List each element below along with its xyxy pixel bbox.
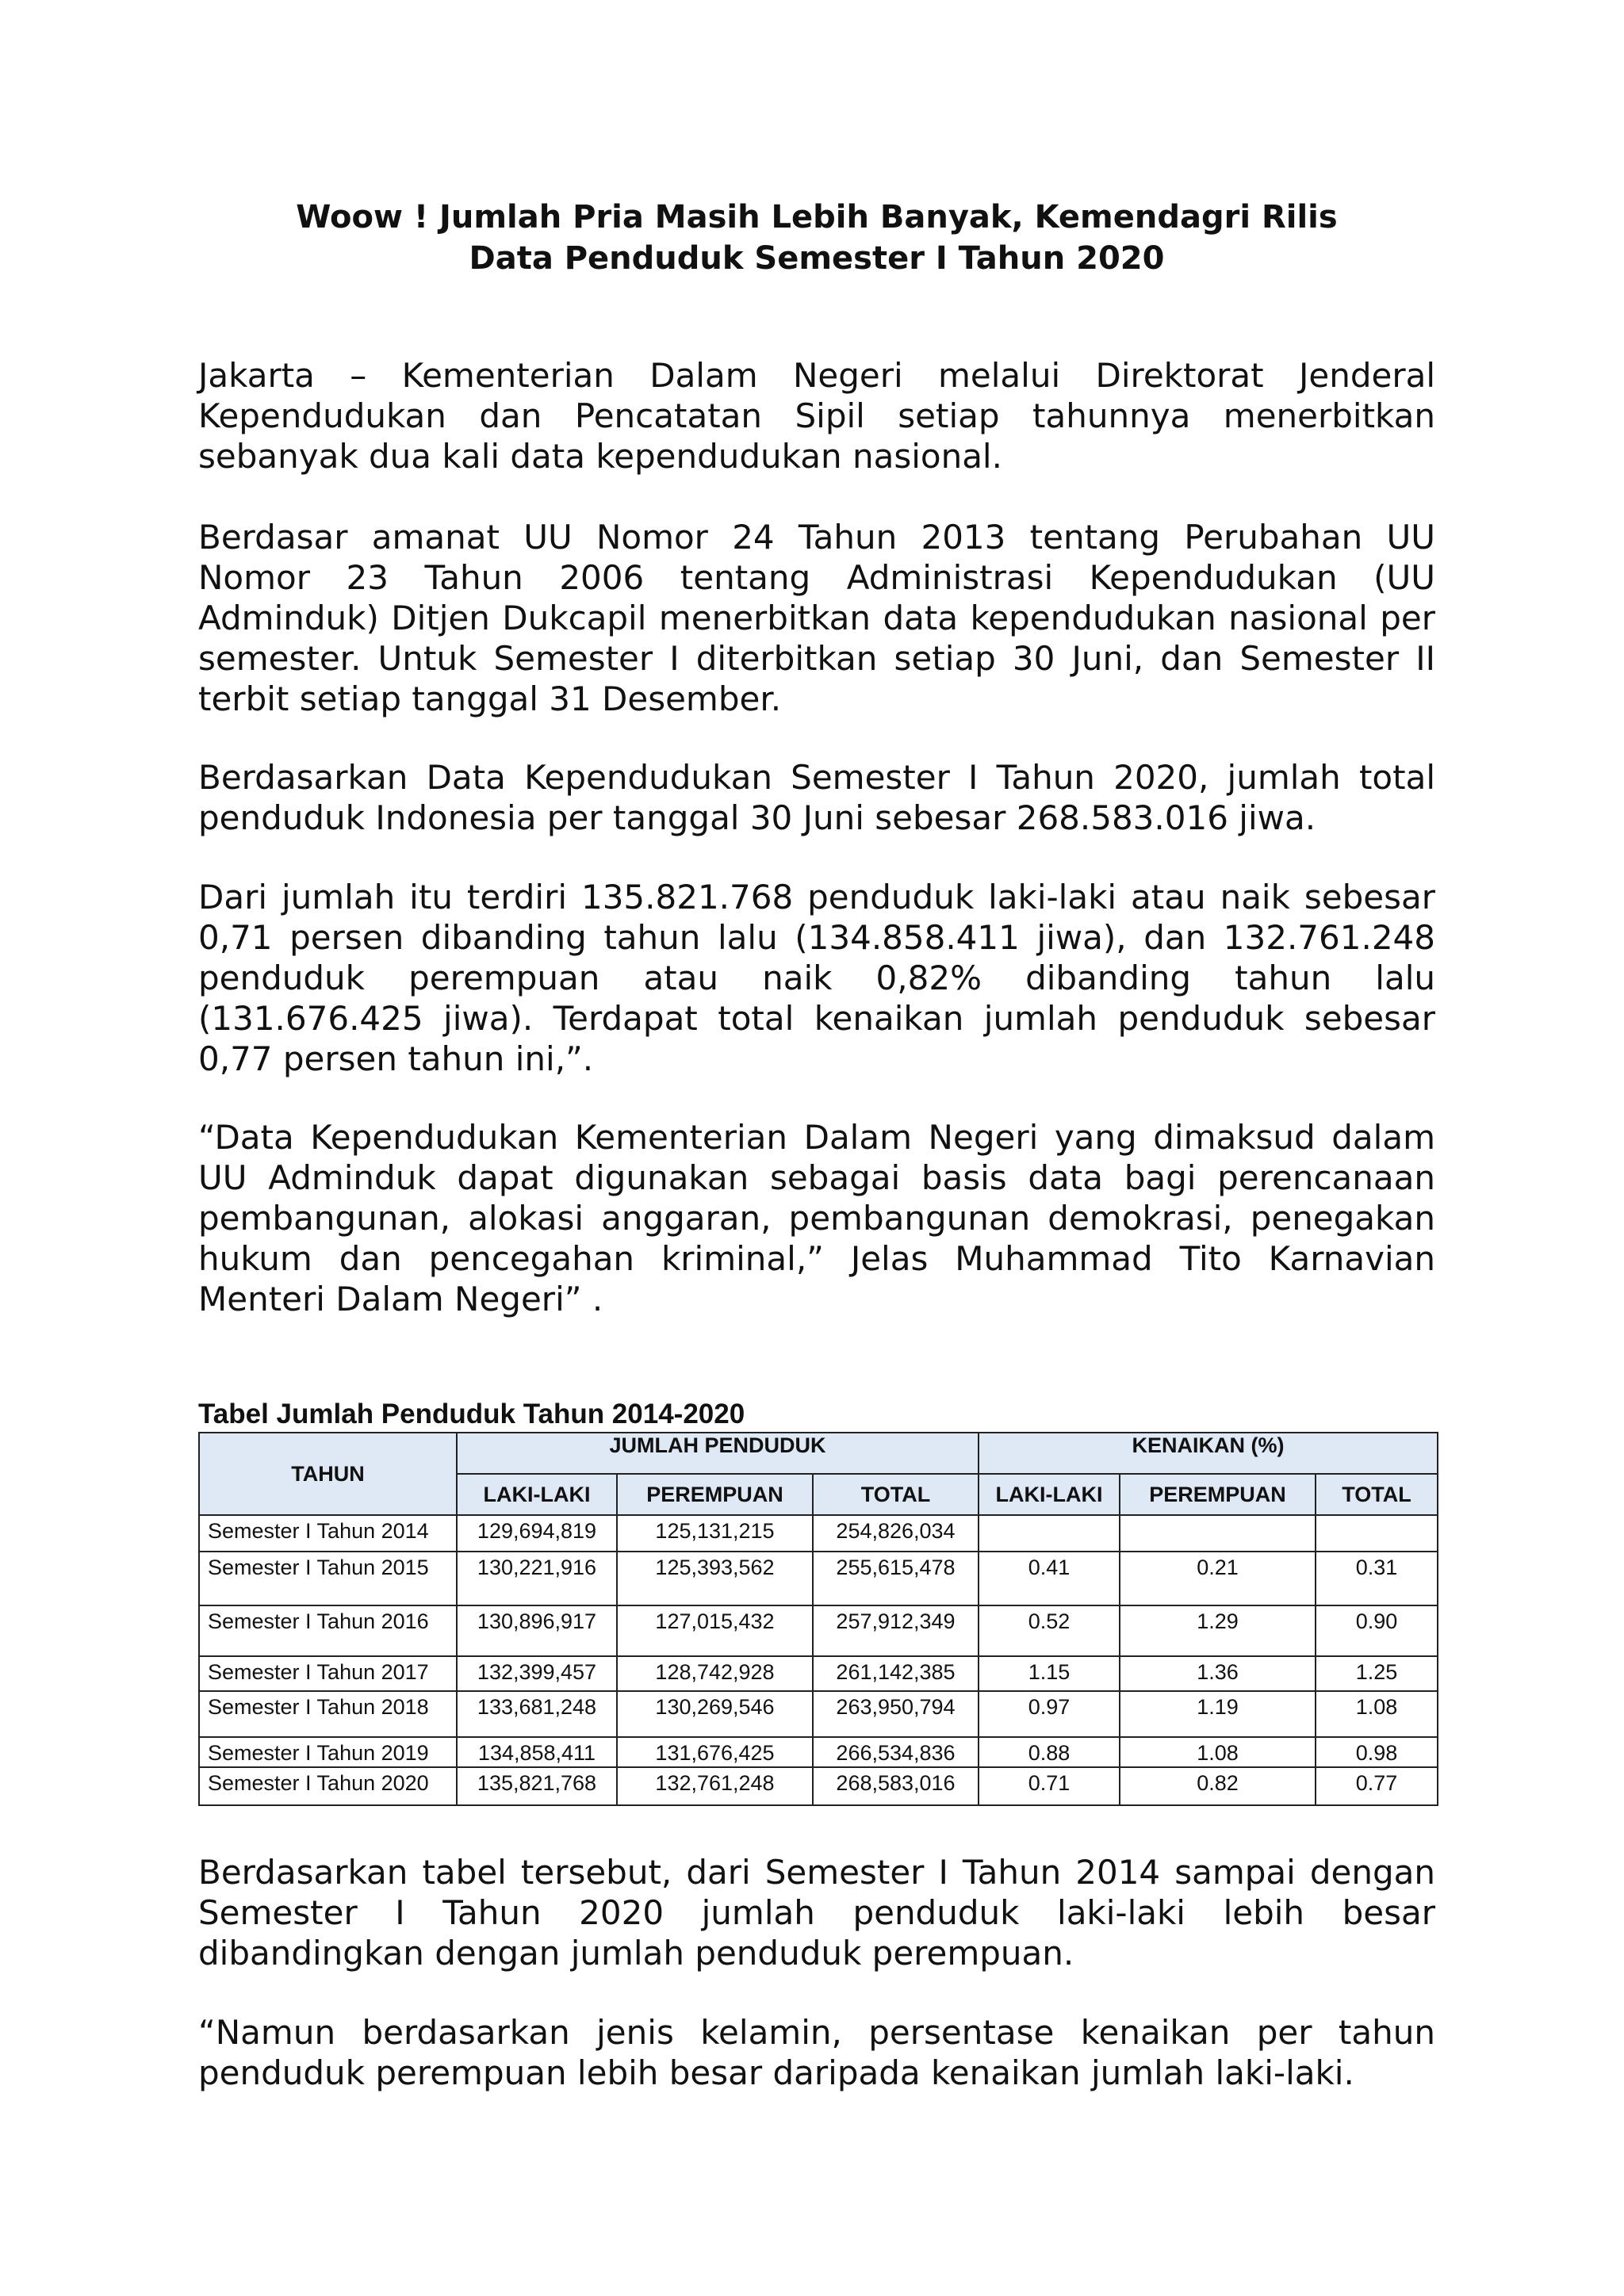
cell-kenaikan-total: 1.25 [1316,1656,1438,1691]
cell-kenaikan-perempuan: 1.19 [1120,1691,1316,1737]
cell-kenaikan-perempuan: 1.08 [1120,1737,1316,1767]
cell-kenaikan-laki: 1.15 [979,1656,1120,1691]
cell-kenaikan-laki: 0.41 [979,1552,1120,1605]
cell-laki: 133,681,248 [457,1691,617,1737]
paragraph-intro: Jakarta – Kementerian Dalam Negeri melalui Direktorat Jenderal Kependudukan dan Pencatatan Sipil setiap tahunnya menerbitkan sebanyak dua kali data kependudukan nasional. [198,356,1435,476]
cell-kenaikan-total: 0.90 [1316,1605,1438,1656]
header-jumlah-penduduk: JUMLAH PENDUDUK [457,1433,979,1474]
cell-kenaikan-total: 0.98 [1316,1737,1438,1767]
cell-tahun: Semester I Tahun 2017 [199,1656,457,1691]
paragraph-total-population: Berdasarkan Data Kependudukan Semester I Tahun 2020, jumlah total penduduk Indonesia per tanggal 30 Juni sebesar 268.583.016 jiwa. [198,758,1435,837]
cell-tahun: Semester I Tahun 2019 [199,1737,457,1767]
cell-perempuan: 128,742,928 [617,1656,813,1691]
cell-kenaikan-perempuan: 0.21 [1120,1552,1316,1605]
cell-tahun: Semester I Tahun 2015 [199,1552,457,1605]
table-caption: Tabel Jumlah Penduduk Tahun 2014-2020 [198,1399,745,1429]
cell-tahun: Semester I Tahun 2014 [199,1515,457,1552]
cell-total: 254,826,034 [813,1515,979,1552]
cell-kenaikan-laki: 0.71 [979,1767,1120,1805]
cell-perempuan: 132,761,248 [617,1767,813,1805]
cell-total: 261,142,385 [813,1656,979,1691]
cell-tahun: Semester I Tahun 2018 [199,1691,457,1737]
cell-kenaikan-total: 1.08 [1316,1691,1438,1737]
cell-total: 268,583,016 [813,1767,979,1805]
header-kenaikan-total: TOTAL [1316,1474,1438,1515]
paragraph-legal-basis: Berdasar amanat UU Nomor 24 Tahun 2013 tentang Perubahan UU Nomor 23 Tahun 2006 tentang Administrasi Kependudukan (UU Adminduk) Ditjen Dukcapil menerbitkan data kependudukan nasional per semester. Untuk Semester I diterbitkan setiap 30 Juni, dan Semester II terbit setiap tanggal 31 Desember. [198,518,1435,718]
cell-kenaikan-laki: 0.52 [979,1605,1120,1656]
cell-kenaikan-laki [979,1515,1120,1552]
cell-total: 266,534,836 [813,1737,979,1767]
cell-tahun: Semester I Tahun 2016 [199,1605,457,1656]
header-jumlah-perempuan: PEREMPUAN [617,1474,813,1515]
cell-perempuan: 125,393,562 [617,1552,813,1605]
article-title [198,197,1435,279]
cell-total: 257,912,349 [813,1605,979,1656]
article-title-line-1: Woow ! Jumlah Pria Masih Lebih Banyak, Kemendagri Rilis [296,199,1338,235]
cell-kenaikan-perempuan: 0.82 [1120,1767,1316,1805]
cell-laki: 129,694,819 [457,1515,617,1552]
cell-kenaikan-perempuan: 1.29 [1120,1605,1316,1656]
table-row [199,1656,1438,1691]
cell-laki: 134,858,411 [457,1737,617,1767]
cell-kenaikan-laki: 0.88 [979,1737,1120,1767]
table-row [199,1515,1438,1552]
cell-perempuan: 125,131,215 [617,1515,813,1552]
cell-tahun: Semester I Tahun 2020 [199,1767,457,1805]
paragraph-table-summary: Berdasarkan tabel tersebut, dari Semester I Tahun 2014 sampai dengan Semester I Tahun 2020 jumlah penduduk laki-laki lebih besar dibandingkan dengan jumlah penduduk perempuan. [198,1853,1435,1973]
cell-perempuan: 127,015,432 [617,1605,813,1656]
table-row [199,1767,1438,1805]
article-title-line-2: Data Penduduk Semester I Tahun 2020 [469,240,1165,277]
cell-laki: 135,821,768 [457,1767,617,1805]
cell-total: 255,615,478 [813,1552,979,1605]
header-kenaikan-laki: LAKI-LAKI [979,1474,1120,1515]
cell-laki: 132,399,457 [457,1656,617,1691]
cell-kenaikan-perempuan [1120,1515,1316,1552]
cell-kenaikan-total [1316,1515,1438,1552]
cell-kenaikan-total: 0.31 [1316,1552,1438,1605]
header-tahun: TAHUN [199,1433,457,1515]
cell-kenaikan-perempuan: 1.36 [1120,1656,1316,1691]
header-jumlah-laki: LAKI-LAKI [457,1474,617,1515]
header-kenaikan-perempuan: PEREMPUAN [1120,1474,1316,1515]
cell-kenaikan-total: 0.77 [1316,1767,1438,1805]
table-row [199,1691,1438,1737]
table-row [199,1737,1438,1767]
population-table [198,1432,1438,1806]
cell-kenaikan-laki: 0.97 [979,1691,1120,1737]
header-jumlah-total: TOTAL [813,1474,979,1515]
cell-total: 263,950,794 [813,1691,979,1737]
table-row [199,1605,1438,1656]
cell-perempuan: 131,676,425 [617,1737,813,1767]
table-row [199,1552,1438,1605]
header-kenaikan: KENAIKAN (%) [979,1433,1438,1474]
cell-laki: 130,896,917 [457,1605,617,1656]
cell-laki: 130,221,916 [457,1552,617,1605]
paragraph-quote-minister: “Data Kependudukan Kementerian Dalam Negeri yang dimaksud dalam UU Adminduk dapat digunakan sebagai basis data bagi perencanaan pembangunan, alokasi anggaran, pembangunan demokrasi, penegakan hukum dan pencegahan kriminal,” Jelas Muhammad Tito Karnavian Menteri Dalam Negeri” . [198,1118,1435,1318]
paragraph-quote-gender: “Namun berdasarkan jenis kelamin, persentase kenaikan per tahun penduduk perempuan lebih besar daripada kenaikan jumlah laki-laki. [198,2013,1435,2092]
paragraph-breakdown: Dari jumlah itu terdiri 135.821.768 penduduk laki-laki atau naik sebesar 0,71 persen dibanding tahun lalu (134.858.411 jiwa), dan 132.761.248 penduduk perempuan atau naik 0,82% dibanding tahun lalu (131.676.425 jiwa). Terdapat total kenaikan jumlah penduduk sebesar 0,77 persen tahun ini,”. [198,878,1435,1078]
cell-perempuan: 130,269,546 [617,1691,813,1737]
